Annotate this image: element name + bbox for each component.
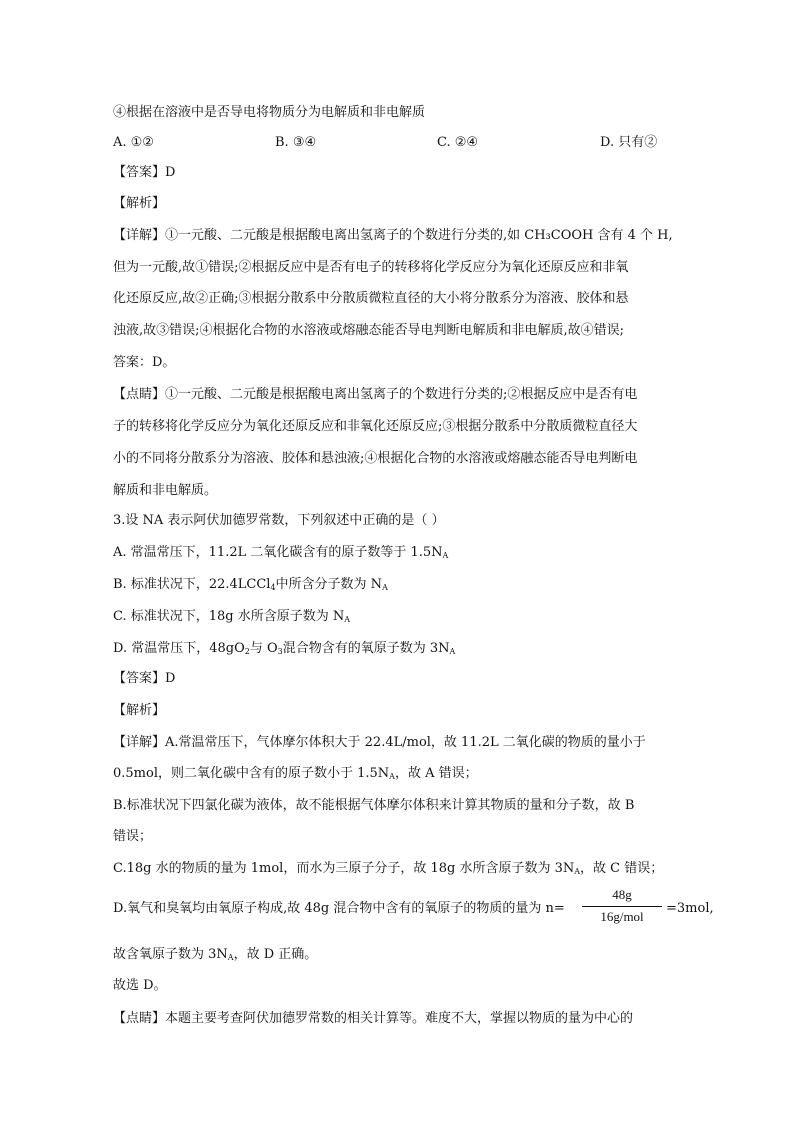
q2-detail-line: 化还原反应,故②正确;③根据分散系中分散质微粒直径的大小将分散系分为溶液、胶体和悬 (113, 291, 629, 306)
q2-option-a: A. ①② (113, 135, 154, 150)
q3-option-c: C. 标准状况下，18g 水所含原子数为 $N_A$ (113, 609, 351, 624)
q2-option-c: C. ②④ (437, 135, 479, 150)
fraction-numerator: 48g (612, 887, 632, 902)
q2-analysis-label: 【解析】 (113, 196, 166, 211)
q2-point-line: 解质和非电解质。 (113, 483, 218, 498)
q3-detail-a-line: 【详解】A.常温常压下，气体摩尔体积大于 22.4L/mol，故 11.2L 二氧化碳的物质的量小于 (113, 735, 646, 750)
q2-point-line: 小的不同将分散系分为溶液、胶体和悬浊液;④根据化合物的水溶液或熔融态能否导电判断电 (113, 451, 638, 466)
q3-detail-d-line: 故含氧原子数为 $3N_A$，故 D 正确。 (113, 947, 318, 962)
fraction-bar (582, 906, 662, 907)
fraction-denominator: 16g/mol (600, 909, 644, 924)
q2-option-b: B. ③④ (275, 135, 317, 150)
q2-point-line: 【点睛】①一元酸、二元酸是根据酸电离出氢离子的个数进行分类的;②根据反应中是否有电 (113, 387, 638, 402)
q2-point-line: 子的转移将化学反应分为氧化还原反应和非氧化还原反应;③根据分散系中分散质微粒直径大 (113, 419, 638, 434)
q3-detail-b-line: B.标准状况下四氯化碳为液体，故不能根据气体摩尔体积来计算其物质的量和分子数，故 B (113, 798, 635, 813)
q3-option-a: A. 常温常压下，11.2L 二氧化碳含有的原子数等于 $1.5N_A$ (113, 545, 449, 560)
q3-conclusion: 故选 D。 (113, 978, 167, 993)
molar-fraction (580, 886, 664, 926)
q3-answer: 【答案】D (113, 671, 176, 686)
q3-detail-d-line: D.氧气和臭氧均由氧原子构成,故 48g 混合物中含有的氧原子的物质的量为 n= (113, 901, 565, 916)
q2-detail-line: 【详解】①一元酸、二元酸是根据酸电离出氢离子的个数进行分类的,如 CH₃COOH 含有 4 个 H, (113, 228, 673, 243)
q3-detail-d-result: =3mol, (666, 901, 714, 916)
q3-option-d: D. 常温常压下，$48gO_2$与 $O_3$混合物含有的氧原子数为 $3N_A$ (113, 641, 456, 656)
q3-detail-a-line: 0.5mol，则二氧化碳中含有的原子数小于 $1.5N_A$，故 A 错误； (113, 766, 478, 781)
q3-detail-b-line: 错误； (113, 829, 153, 844)
q2-item-4: ④根据在溶液中是否导电将物质分为电解质和非电解质 (113, 105, 426, 120)
q2-detail-line: 答案：D。 (113, 355, 176, 370)
q3-analysis-label: 【解析】 (113, 703, 166, 718)
q2-detail-line: 但为一元酸,故①错误;②根据反应中是否有电子的转移将化学反应分为氧化还原反应和非氧 (113, 260, 629, 275)
q2-option-d: D. 只有② (600, 135, 658, 150)
q2-answer: 【答案】D (113, 165, 176, 180)
q3-stem: 3.设 NA 表示阿伏加德罗常数，下列叙述中正确的是（ ） (113, 513, 445, 528)
q3-detail-c-line: C.18g 水的物质的量为 1mol，而水为三原子分子，故 18g 水所含原子数为 $3N_A$，故 C 错误； (113, 861, 664, 876)
q2-detail-line: 浊液,故③错误;④根据化合物的水溶液或熔融态能否导电判断电解质和非电解质,故④错误; (113, 323, 625, 338)
q3-point-line: 【点睛】本题主要考查阿伏加德罗常数的相关计算等。难度不大，掌握以物质的量为中心的 (113, 1011, 634, 1026)
q3-option-b: B. 标准状况下，22.4LCCl$_4$中所含分子数为 $N_A$ (113, 577, 388, 592)
